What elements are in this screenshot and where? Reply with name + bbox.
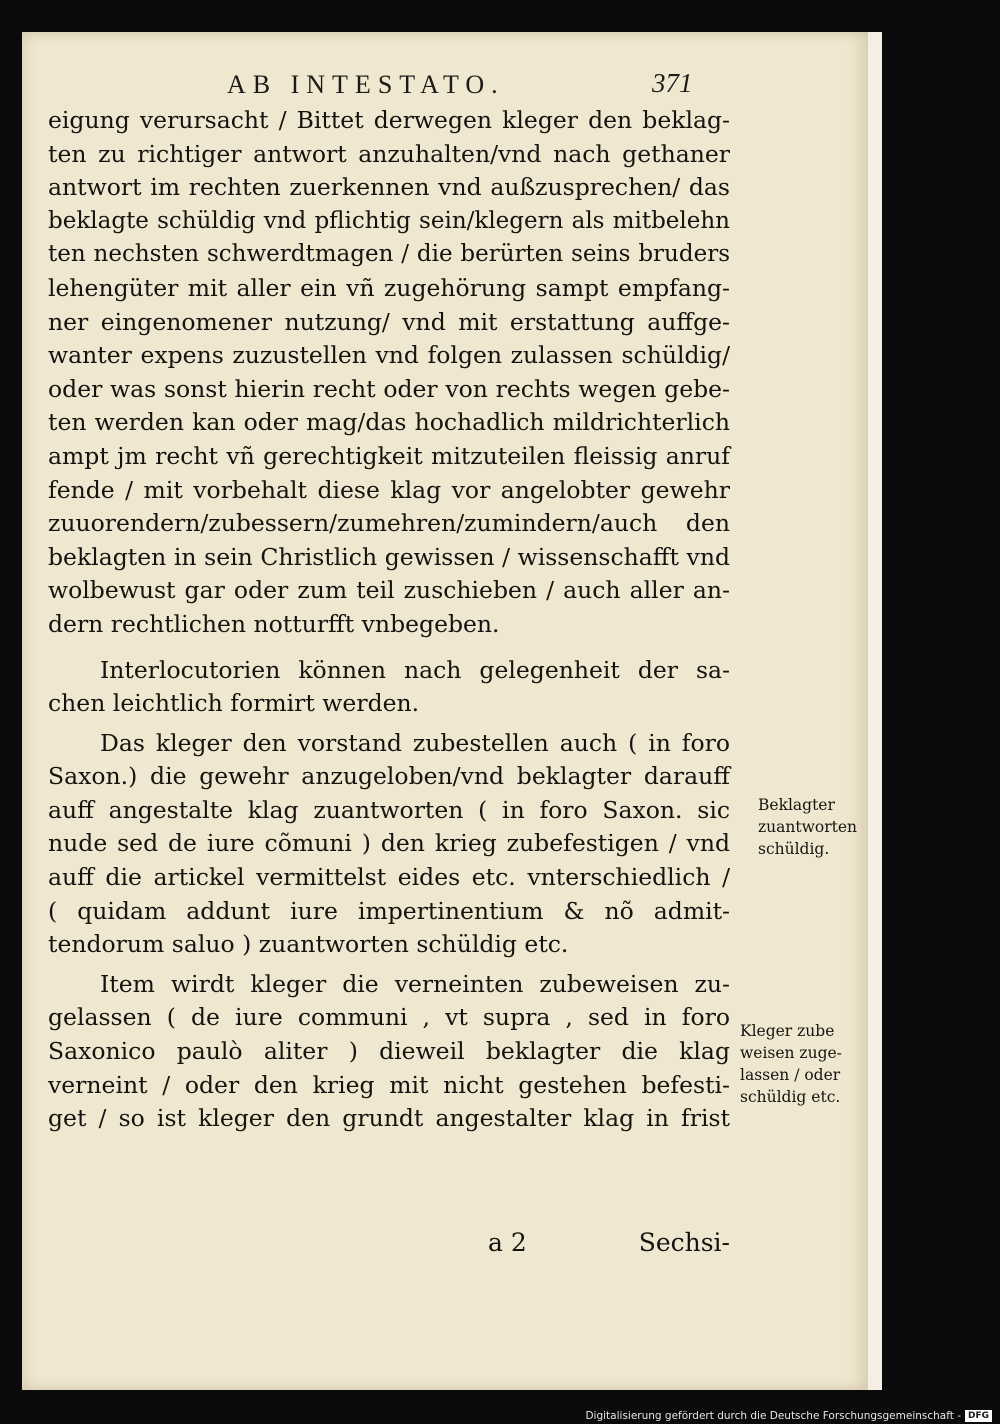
margin-note bbox=[740, 1020, 864, 1108]
signature-mark: a 2 bbox=[488, 1228, 527, 1257]
text-line: gelassen ( de iure communi , vt supra , sed in foro bbox=[48, 1003, 730, 1032]
text-line: zuuorendern/zubessern/zumehren/zumindern/auch den bbox=[48, 509, 730, 538]
text-line: nude sed de iure cõmuni ) den krieg zubefestigen / vnd bbox=[48, 829, 730, 858]
margin-note-line: zuantworten bbox=[758, 818, 857, 836]
text-line: beklagte schüldig vnd pflichtig sein/klegern als mitbelehn bbox=[48, 207, 730, 234]
text-line: wanter expens zuzustellen vnd folgen zulassen schüldig/ bbox=[48, 341, 730, 370]
text-line: ten nechsten schwerdtmagen / die berürten seins bruders bbox=[48, 241, 730, 268]
margin-note-line: lassen / oder bbox=[740, 1066, 841, 1084]
text-line: oder was sonst hierin recht oder von rechts wegen gebe- bbox=[48, 374, 730, 403]
text-line: auff angestalte klag zuantworten ( in foro Saxon. sic bbox=[48, 795, 730, 824]
running-head: AB INTESTATO. bbox=[227, 70, 505, 99]
text-line: Saxonico paulò aliter ) dieweil beklagter die klag bbox=[48, 1037, 730, 1066]
text-line: ner eingenomener nutzung/ vnd mit erstattung auffge- bbox=[48, 307, 730, 336]
text-line: beklagten in sein Christlich gewissen / wissenschafft vnd bbox=[48, 542, 730, 571]
body-text bbox=[48, 104, 730, 1257]
text-line: ten zu richtiger antwort anzuhalten/vnd nach gethaner bbox=[48, 139, 730, 168]
text-line: verneint / oder den krieg mit nicht gestehen befesti- bbox=[48, 1070, 730, 1099]
text-line: lehengüter mit aller ein vñ zugehörung sampt empfang- bbox=[48, 273, 730, 302]
text-line: ( quidam addunt iure impertinentium & nõ admit- bbox=[48, 896, 730, 925]
catchword: Sechsi- bbox=[638, 1228, 730, 1257]
margin-note-line: weisen zuge- bbox=[740, 1044, 842, 1062]
margin-note-line: schüldig etc. bbox=[740, 1088, 841, 1106]
text-line: get / so ist kleger den grundt angestalter klag in frist bbox=[48, 1104, 730, 1133]
text-line: Interlocutorien können nach gelegenheit der sa- bbox=[100, 655, 730, 684]
digitization-credit bbox=[585, 1410, 992, 1422]
page-number: 371 bbox=[652, 68, 693, 98]
text-line: fende / mit vorbehalt diese klag vor angelobter gewehr bbox=[48, 475, 730, 504]
text-line: Saxon.) die gewehr anzugeloben/vnd beklagter darauff bbox=[48, 762, 730, 791]
credit-text: Digitalisierung gefördert durch die Deutsche Forschungsgemeinschaft - bbox=[585, 1410, 961, 1422]
page-footer bbox=[48, 1226, 730, 1260]
text-line: Item wirdt kleger die verneinten zubeweisen zu- bbox=[100, 969, 730, 998]
text-line: antwort im rechten zuerkennen vnd außzusprechen/ das bbox=[48, 173, 730, 202]
margin-note-line: schüldig. bbox=[758, 840, 830, 858]
text-line: tendorum saluo ) zuantworten schüldig etc. bbox=[48, 930, 569, 959]
paragraph-gap bbox=[48, 642, 730, 654]
text-line: dern rechtlichen notturfft vnbegeben. bbox=[48, 609, 500, 638]
book-page bbox=[22, 32, 882, 1390]
margin-note bbox=[758, 794, 882, 860]
text-line: eigung verursacht / Bittet derwegen kleger den beklag- bbox=[48, 106, 730, 134]
text-line: ten werden kan oder mag/das hochadlich mildrichterlich bbox=[48, 408, 730, 437]
text-line: chen leichtlich formirt werden. bbox=[48, 689, 420, 718]
text-line: wolbewust gar oder zum teil zuschieben / auch aller an- bbox=[48, 576, 730, 605]
margin-note-line: Beklagter bbox=[758, 796, 835, 814]
dfg-logo-icon: DFG bbox=[965, 1410, 992, 1422]
text-line: auff die artickel vermittelst eides etc. vnterschiedlich / bbox=[48, 863, 730, 892]
text-line: Das kleger den vorstand zubestellen auch ( in foro bbox=[100, 728, 730, 757]
margin-note-line: Kleger zube bbox=[740, 1022, 835, 1040]
text-line: ampt jm recht vñ gerechtigkeit mitzuteilen fleissig anruf bbox=[48, 441, 730, 470]
